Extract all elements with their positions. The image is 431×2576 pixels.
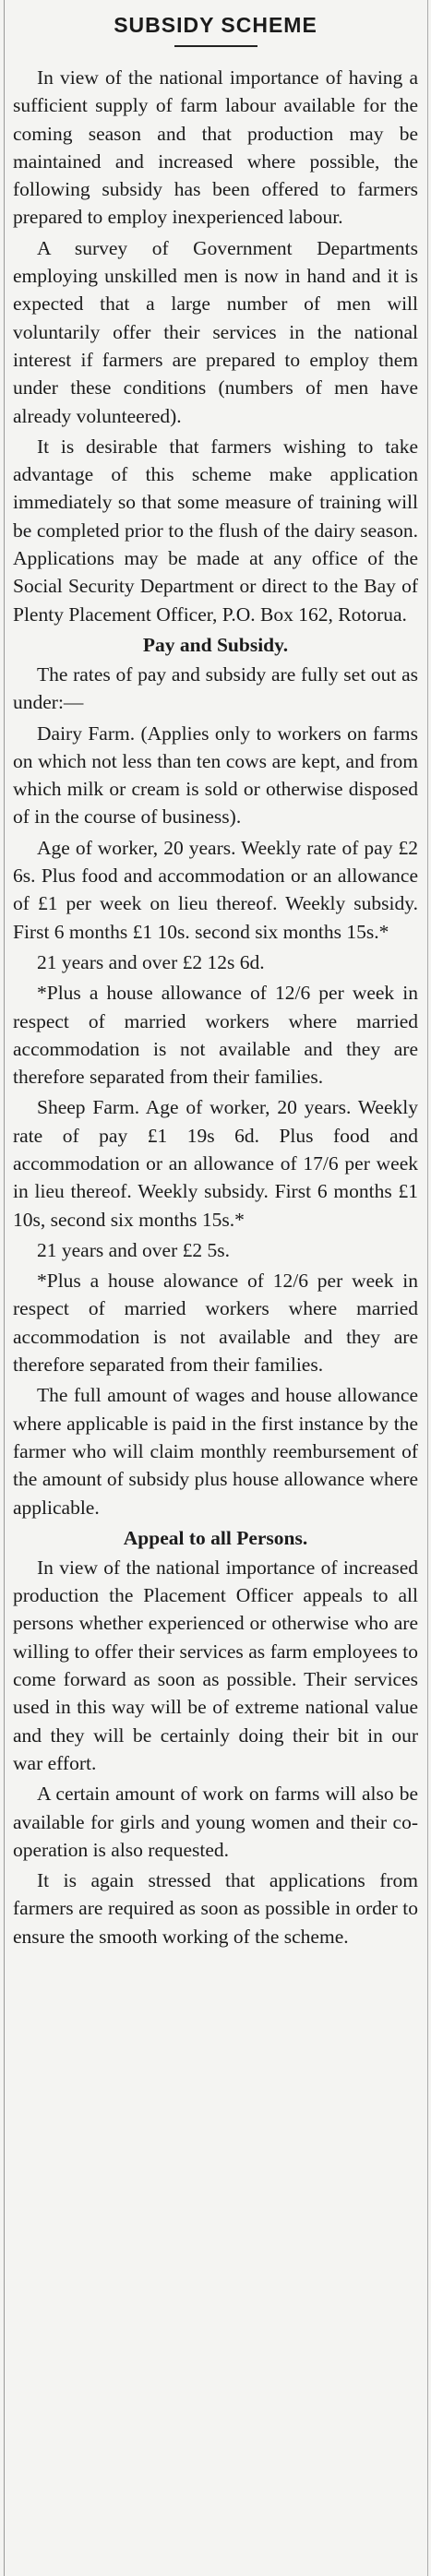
pay-subsidy-heading: Pay and Subsidy.: [142, 633, 289, 656]
appeal-heading: Appeal to all Persons.: [123, 1526, 308, 1549]
women-work-paragraph: A certain amount of work on farms will also be available for girls and young women and their co-operation is also requested.: [13, 1783, 418, 1861]
column-rule-right: [427, 0, 428, 2576]
sheep-house-allowance-paragraph: *Plus a house alowance of 12/6 per week in respect of married workers where married accommodation is not available and they are therefore separated from their families.: [13, 1270, 418, 1377]
dairy-age-20-paragraph: Age of worker, 20 years. Weekly rate of pay £2 6s. Plus food and accommodation or an allowance of £1 per week on lieu thereof. Weekly subsidy. First 6 months £1 10s. second six months 15s.*: [13, 836, 418, 943]
sheep-age-21-paragraph: 21 years and over £2 5s.: [37, 1238, 230, 1261]
survey-paragraph: A survey of Government Departments employing unskilled men is now in hand and it is expected that a large number of men will voluntarily offer their services in the national interest if farmers are prepared to employ them under these conditions (numbers of men have already volunteered).: [13, 236, 418, 427]
dairy-age-21-paragraph: 21 years and over £2 12s 6d.: [37, 950, 265, 973]
intro-paragraph: In view of the national importance of having a sufficient supply of farm labour available for the coming season and that production may be maintained and increased where possible, the following subsidy has been offered to farmers prepared to employ inexperienced labour.: [13, 66, 418, 229]
title-divider: [174, 45, 257, 47]
article-title: SUBSIDY SCHEME: [114, 13, 317, 37]
sheep-farm-paragraph: Sheep Farm. Age of worker, 20 years. Weekly rate of pay £1 19s 6d. Plus food and accommodation or an allowance of 17/6 per week in lieu thereof. Weekly subsidy. First 6 months £1 10s, second six months 15s.*: [13, 1096, 418, 1231]
application-paragraph: It is desirable that farmers wishing to take advantage of this scheme make application immediately so that some measure of training will be completed prior to the flush of the dairy season. Applications may be made at any office of the Social Security Department or direct to the Bay of Plenty Placement Officer, P.O. Box 162, Rotorua.: [13, 435, 418, 626]
dairy-farm-paragraph: Dairy Farm. (Applies only to workers on farms on which not less than ten cows are kept, and from which milk or cream is sold or otherwise disposed of in the course of business).: [13, 722, 418, 829]
wages-reimbursement-paragraph: The full amount of wages and house allowance where applicable is paid in the first instance by the farmer who will claim monthly reembursement of the amount of subsidy plus house allowance where applicable.: [13, 1384, 418, 1519]
dairy-house-allowance-paragraph: *Plus a house allowance of 12/6 per week in respect of married workers where married accommodation is not available and they are therefore separated from their families.: [13, 982, 418, 1089]
column-rule-left: [4, 0, 5, 2576]
rates-intro-paragraph: The rates of pay and subsidy are fully set out as under:—: [13, 662, 418, 714]
closing-paragraph: It is again stressed that applications from farmers are required as soon as possible in order to ensure the smooth working of the scheme.: [13, 1869, 418, 1948]
appeal-paragraph: In view of the national importance of increased production the Placement Officer appeals to all persons whether experienced or otherwise who are willing to offer their services as farm employees to come forward as soon as possible. Their services used in this way will be of extreme national value and they will be certainly doing their bit in our war effort.: [13, 1556, 418, 1774]
